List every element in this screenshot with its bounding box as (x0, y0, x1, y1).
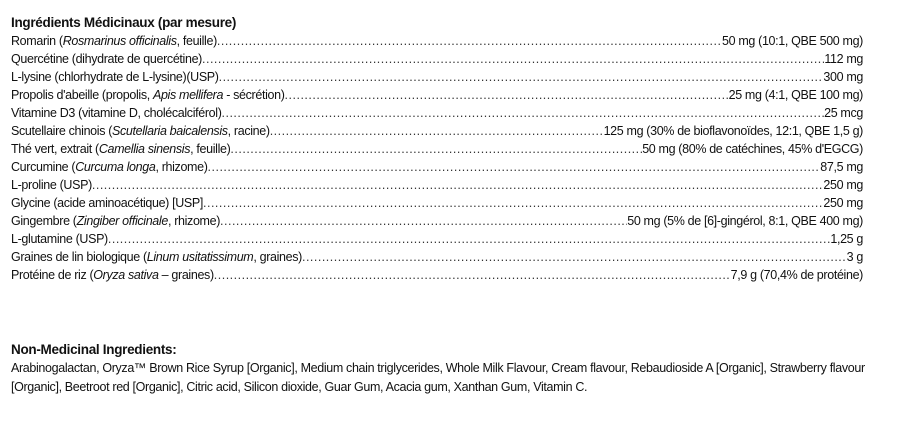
ingredient-quantity: 250 mg (823, 178, 863, 192)
ingredient-name-part: - sécrétion) (223, 88, 285, 102)
ingredient-name-part: Romarin ( (11, 34, 63, 48)
medicinal-ingredients-section (11, 14, 863, 284)
ingredient-row (11, 122, 863, 140)
ingredient-latin-name: Rosmarinus officinalis (62, 34, 177, 48)
ingredient-name-part: Thé vert, extrait ( (11, 142, 99, 156)
medicinal-ingredients-title: Ingrédients Médicinaux (par mesure) (11, 15, 237, 30)
ingredient-row (11, 140, 863, 158)
dot-leader (208, 158, 821, 176)
ingredient-row (11, 176, 863, 194)
ingredient-name-part: Glycine (acide aminoacétique) [USP] (11, 196, 204, 210)
ingredient-name-part: L-lysine (chlorhydrate de L-lysine)(USP) (11, 70, 219, 84)
ingredient-quantity: 50 mg (10:1, QBE 500 mg) (722, 34, 863, 48)
ingredient-latin-name: Linum usitatissimum (146, 250, 254, 264)
dot-leader (203, 194, 823, 212)
ingredient-row (11, 266, 863, 284)
ingredient-quantity: 87,5 mg (820, 160, 863, 174)
ingredient-name-part: Quercétine (dihydrate de quercétine) (11, 52, 202, 66)
ingredient-name (11, 194, 203, 212)
dot-leader (270, 122, 604, 140)
ingredient-name-part: , rhizome) (155, 160, 208, 174)
dot-leader (202, 50, 824, 68)
ingredient-row (11, 32, 863, 50)
ingredient-name-part: L-glutamine (USP) (11, 232, 108, 246)
ingredient-name-part: L-proline (USP) (11, 178, 92, 192)
non-medicinal-ingredients-section (11, 341, 873, 397)
ingredient-quantity: 1,25 g (830, 232, 863, 246)
ingredient-name-part: Gingembre ( (11, 214, 77, 228)
ingredient-quantity: 25 mcg (824, 106, 863, 120)
ingredient-name-part: Propolis d'abeille (propolis, (11, 88, 153, 102)
ingredient-row (11, 50, 863, 68)
medicinal-ingredients-list (11, 32, 863, 284)
ingredient-latin-name: Apis mellifera (152, 88, 224, 102)
ingredient-row (11, 86, 863, 104)
ingredient-quantity: 3 g (846, 250, 863, 264)
ingredient-row (11, 158, 863, 176)
ingredient-row (11, 104, 863, 122)
ingredient-name-part: , feuille) (176, 34, 217, 48)
ingredient-row (11, 230, 863, 248)
dot-leader (222, 104, 825, 122)
ingredient-latin-name: Oryza sativa (93, 268, 159, 282)
ingredient-name (11, 230, 108, 248)
ingredient-name (11, 122, 270, 140)
dot-leader (302, 248, 847, 266)
ingredient-name-part: – graines) (158, 268, 214, 282)
ingredient-quantity: 125 mg (30% de bioflavonoïdes, 12:1, QBE 1,5 g) (603, 124, 863, 138)
ingredient-name (11, 212, 220, 230)
ingredient-name-part: , rhizome) (167, 214, 221, 228)
ingredient-name-part: , racine) (227, 124, 270, 138)
ingredient-name-part: Vitamine D3 (vitamine D, cholécalciférol) (11, 106, 222, 120)
ingredient-name (11, 140, 230, 158)
ingredient-quantity: 300 mg (823, 70, 863, 84)
ingredient-quantity: 50 mg (80% de catéchines, 45% d'EGCG) (642, 142, 863, 156)
ingredient-name-part: , graines) (253, 250, 302, 264)
dot-leader (219, 68, 824, 86)
ingredient-row (11, 68, 863, 86)
ingredient-name (11, 50, 202, 68)
ingredient-quantity: 7,9 g (70,4% de protéine) (730, 268, 863, 282)
ingredient-name (11, 248, 302, 266)
dot-leader (230, 140, 642, 158)
ingredient-name (11, 176, 92, 194)
non-medicinal-ingredients-title: Non-Medicinal Ingredients: (11, 342, 177, 357)
ingredient-latin-name: Zingiber officinale (76, 214, 168, 228)
ingredient-name (11, 32, 217, 50)
ingredient-name (11, 104, 222, 122)
ingredient-latin-name: Curcuma longa (75, 160, 156, 174)
ingredient-name (11, 68, 219, 86)
ingredient-row (11, 212, 863, 230)
ingredient-name-part: Curcumine ( (11, 160, 76, 174)
ingredient-row (11, 194, 863, 212)
ingredient-row (11, 248, 863, 266)
ingredient-name (11, 86, 285, 104)
dot-leader (92, 176, 824, 194)
dot-leader (285, 86, 729, 104)
ingredient-latin-name: Scutellaria baicalensis (112, 124, 228, 138)
ingredient-name-part: , feuille) (190, 142, 231, 156)
ingredient-name-part: Protéine de riz ( (11, 268, 94, 282)
ingredient-quantity: 250 mg (823, 196, 863, 210)
ingredient-latin-name: Camellia sinensis (98, 142, 191, 156)
dot-leader (214, 266, 731, 284)
non-medicinal-ingredients-text: Arabinogalactan, Oryza™ Brown Rice Syrup [Organic], Medium chain triglycerides, Whole Milk Flavour, Cream flavour, Rebaudioside A [Organic], Strawberry flavour [Organic], Beetroot red [Organic], Citric acid, Silicon dioxide, Guar Gum, Acacia gum, Xanthan Gum, Vitamin C. (11, 361, 865, 394)
ingredient-name-part: Scutellaire chinois ( (11, 124, 113, 138)
ingredient-quantity: 112 mg (824, 52, 863, 66)
ingredient-name (11, 266, 214, 284)
ingredient-name-part: Graines de lin biologique ( (11, 250, 147, 264)
ingredient-name (11, 158, 208, 176)
dot-leader (108, 230, 830, 248)
ingredient-quantity: 50 mg (5% de [6]-gingérol, 8:1, QBE 400 mg) (627, 214, 863, 228)
ingredient-quantity: 25 mg (4:1, QBE 100 mg) (728, 88, 863, 102)
dot-leader (220, 212, 627, 230)
dot-leader (217, 32, 722, 50)
